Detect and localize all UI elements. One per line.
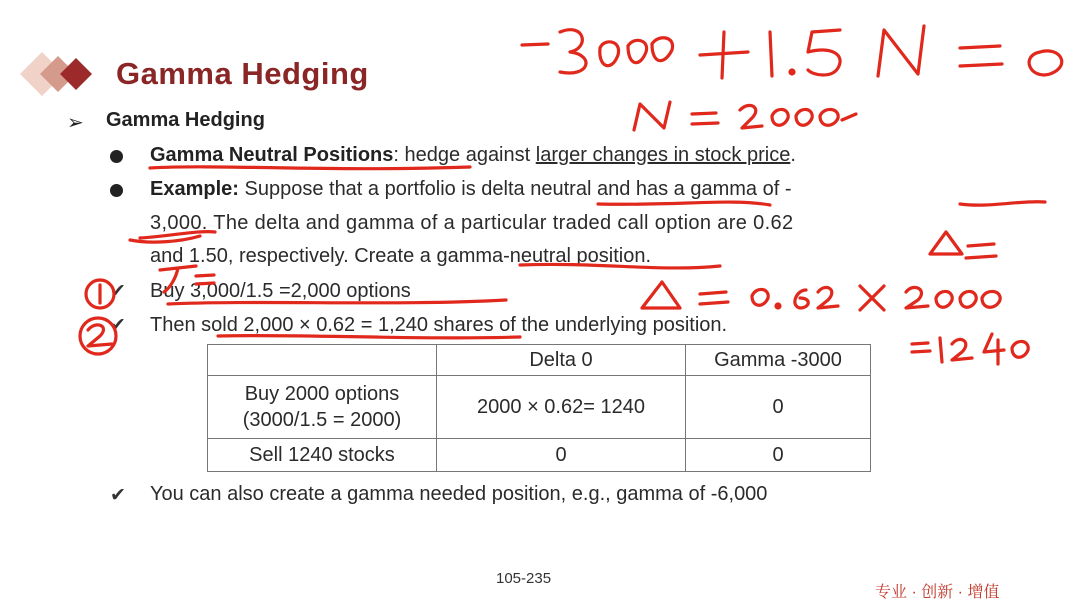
step-buy-options: Buy 3,000/1.5 =2,000 options (150, 280, 411, 302)
bullet-gamma-neutral (150, 144, 796, 167)
table-cell: 0 (437, 439, 686, 472)
underlined-phrase: larger changes in stock price (535, 144, 791, 166)
example-line-2: 3,000. The delta and gamma of a particular traded call option are 0.62 (150, 212, 794, 234)
bullet-dot-icon (110, 184, 123, 197)
table-row (208, 439, 871, 472)
table-cell: 2000 × 0.62= 1240 (437, 376, 686, 439)
checkmark-icon: ✔ (110, 315, 126, 336)
bullet-bold-term: Gamma Neutral Positions (150, 144, 394, 166)
slide-title: Gamma Hedging (116, 56, 369, 91)
checkmark-icon: ✔ (110, 485, 126, 506)
checkmark-icon: ✔ (110, 281, 126, 302)
bullet-text: : hedge against (393, 144, 536, 166)
subheading: Gamma Hedging (106, 109, 265, 131)
example-label: Example: (150, 178, 239, 200)
table-header-row (208, 345, 871, 376)
table-header-cell: Gamma -3000 (686, 345, 871, 376)
title-diamonds-icon (20, 52, 100, 96)
footer-slogan: 专业 · 创新 · 增值 (875, 584, 1000, 601)
hedge-table (207, 344, 871, 472)
bullet-text-end: . (790, 144, 796, 166)
table-cell: Buy 2000 options (3000/1.5 = 2000) (208, 376, 437, 439)
arrow-bullet-icon: ➢ (67, 112, 84, 134)
step-sell-shares: Then sold 2,000 × 0.62 = 1,240 shares of the underlying position. (150, 314, 728, 336)
example-line-1 (150, 178, 792, 201)
bullet-dot-icon (110, 150, 123, 163)
table-header-cell: Delta 0 (437, 345, 686, 376)
table-cell: 0 (686, 439, 871, 472)
table-cell: 0 (686, 376, 871, 439)
step-gamma-needed: You can also create a gamma needed position, e.g., gamma of -6,000 (150, 483, 768, 505)
table-header-cell (208, 345, 437, 376)
table-row (208, 376, 871, 439)
table-cell: Sell 1240 stocks (208, 439, 437, 472)
page-number: 105-235 (496, 570, 552, 587)
example-line-3: and 1.50, respectively. Create a gamma-neutral position. (150, 245, 652, 267)
example-text-1: Suppose that a portfolio is delta neutral and has a gamma of - (238, 178, 792, 200)
